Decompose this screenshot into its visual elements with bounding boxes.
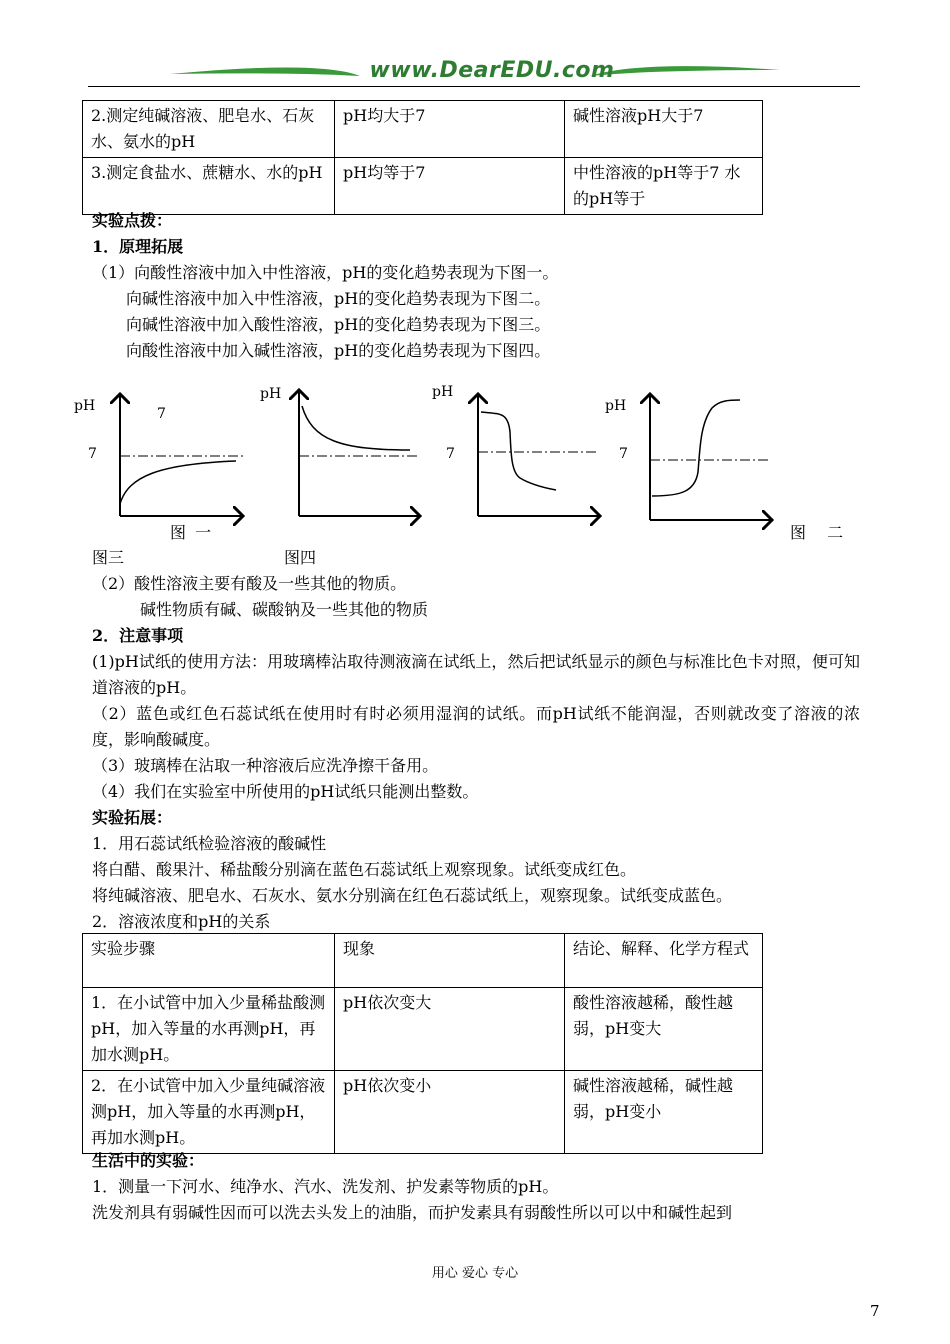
text-line: 向酸性溶液中加入碱性溶液，pH的变化趋势表现为下图四。 bbox=[126, 341, 551, 360]
header-logo-text: www.DearEDU.com bbox=[369, 58, 615, 83]
table-cell: pH依次变大 bbox=[335, 988, 565, 1071]
graph-four-ph-label: pH bbox=[605, 398, 627, 414]
graph-one bbox=[120, 394, 244, 516]
text-line: 将白醋、酸果汁、稀盐酸分别滴在蓝色石蕊试纸上观察现象。试纸变成红色。 bbox=[92, 860, 637, 879]
table-cell: 2．在小试管中加入少量纯碱溶液测pH，加入等量的水再测pH，再加水测pH。 bbox=[83, 1071, 335, 1154]
graph-one-ph-label: pH bbox=[74, 398, 96, 414]
text-line: 1．用石蕊试纸检验溶液的酸碱性 bbox=[92, 834, 327, 853]
table-cell: 碱性溶液越稀，碱性越弱，pH变小 bbox=[565, 1071, 763, 1154]
table-concentration bbox=[82, 933, 763, 1154]
paragraph: （2）蓝色或红色石蕊试纸在使用时有时必须用湿润的试纸。而pH试纸不能润湿，否则就改变了溶液的浓度，影响酸碱度。 bbox=[92, 704, 860, 749]
text-line: 向碱性溶液中加入中性溶液，pH的变化趋势表现为下图二。 bbox=[126, 289, 551, 308]
table-header-cell: 实验步骤 bbox=[83, 934, 335, 988]
paragraph: （4）我们在实验室中所使用的pH试纸只能测出整数。 bbox=[92, 782, 479, 801]
graph-three-ph-label: pH bbox=[432, 384, 454, 400]
graph-three bbox=[478, 394, 600, 516]
text-line: 向碱性溶液中加入酸性溶液，pH的变化趋势表现为下图三。 bbox=[126, 315, 551, 334]
table-cell: pH依次变小 bbox=[335, 1071, 565, 1154]
table-row bbox=[83, 1071, 763, 1154]
graph-two bbox=[299, 390, 420, 516]
graph-one-seven-top: 7 bbox=[157, 406, 166, 422]
table-top bbox=[82, 100, 763, 215]
table-cell: 1．在小试管中加入少量稀盐酸测pH，加入等量的水再测pH，再加水测pH。 bbox=[83, 988, 335, 1071]
page-number: 7 bbox=[870, 1302, 880, 1320]
graph-three-caption: 图三 bbox=[92, 548, 125, 567]
table-cell: 中性溶液的pH等于7 水的pH等于 bbox=[565, 158, 763, 215]
text-line: （1）向酸性溶液中加入中性溶液，pH的变化趋势表现为下图一。 bbox=[92, 263, 559, 282]
table-header-cell: 现象 bbox=[335, 934, 565, 988]
section-title-notes: 2．注意事项 bbox=[92, 626, 184, 645]
table-row bbox=[83, 101, 763, 158]
text-line: 洗发剂具有弱碱性因而可以洗去头发上的油脂，而护发素具有弱酸性所以可以中和碱性起到 bbox=[92, 1203, 733, 1222]
section-title-life: 生活中的实验： bbox=[92, 1151, 205, 1170]
paragraph: (1)pH试纸的使用方法：用玻璃棒沾取待测液滴在试纸上，然后把试纸显示的颜色与标准比色卡对照，便可知道溶液的pH。 bbox=[92, 652, 860, 697]
graph-one-caption: 图 一 bbox=[170, 523, 214, 542]
table-cell: 2.测定纯碱溶液、肥皂水、石灰水、氨水的pH bbox=[83, 101, 335, 158]
graph-one-seven-label: 7 bbox=[88, 446, 97, 462]
text-line: （2）酸性溶液主要有酸及一些其他的物质。 bbox=[92, 574, 407, 593]
section-title-extension: 实验拓展： bbox=[92, 808, 173, 827]
table-header-row bbox=[83, 934, 763, 988]
table-header-cell: 结论、解释、化学方程式 bbox=[565, 934, 763, 988]
text-line: 将纯碱溶液、肥皂水、石灰水、氨水分别滴在红色石蕊试纸上，观察现象。试纸变成蓝色。 bbox=[92, 886, 733, 905]
table-row bbox=[83, 158, 763, 215]
subsection-principle: 1．原理拓展 bbox=[92, 237, 184, 256]
table-cell: 3.测定食盐水、蔗糖水、水的pH bbox=[83, 158, 335, 215]
text-line: 2．溶液浓度和pH的关系 bbox=[92, 912, 271, 931]
table-cell: pH均等于7 bbox=[335, 158, 565, 215]
section-title-tips: 实验点拨： bbox=[92, 211, 173, 230]
graph-four-seven-label: 7 bbox=[619, 446, 628, 462]
table-cell: pH均大于7 bbox=[335, 101, 565, 158]
graph-four-caption: 图四 bbox=[284, 548, 317, 567]
text-line: 碱性物质有碱、碳酸钠及一些其他的物质 bbox=[140, 600, 429, 619]
paragraph: （3）玻璃棒在沾取一种溶液后应洗净擦干备用。 bbox=[92, 756, 439, 775]
table-row bbox=[83, 988, 763, 1071]
header-rule bbox=[88, 86, 860, 87]
footer-motto: 用心 爱心 专心 bbox=[431, 1266, 519, 1281]
graph-two-caption: 图 二 bbox=[790, 523, 844, 542]
graph-four bbox=[650, 394, 772, 520]
text-line: 1．测量一下河水、纯净水、汽水、洗发剂、护发素等物质的pH。 bbox=[92, 1177, 559, 1196]
graph-three-seven-label: 7 bbox=[446, 446, 455, 462]
table-cell: 酸性溶液越稀，酸性越弱，pH变大 bbox=[565, 988, 763, 1071]
table-cell: 碱性溶液pH大于7 bbox=[565, 101, 763, 158]
graph-two-ph-label: pH bbox=[260, 386, 282, 402]
